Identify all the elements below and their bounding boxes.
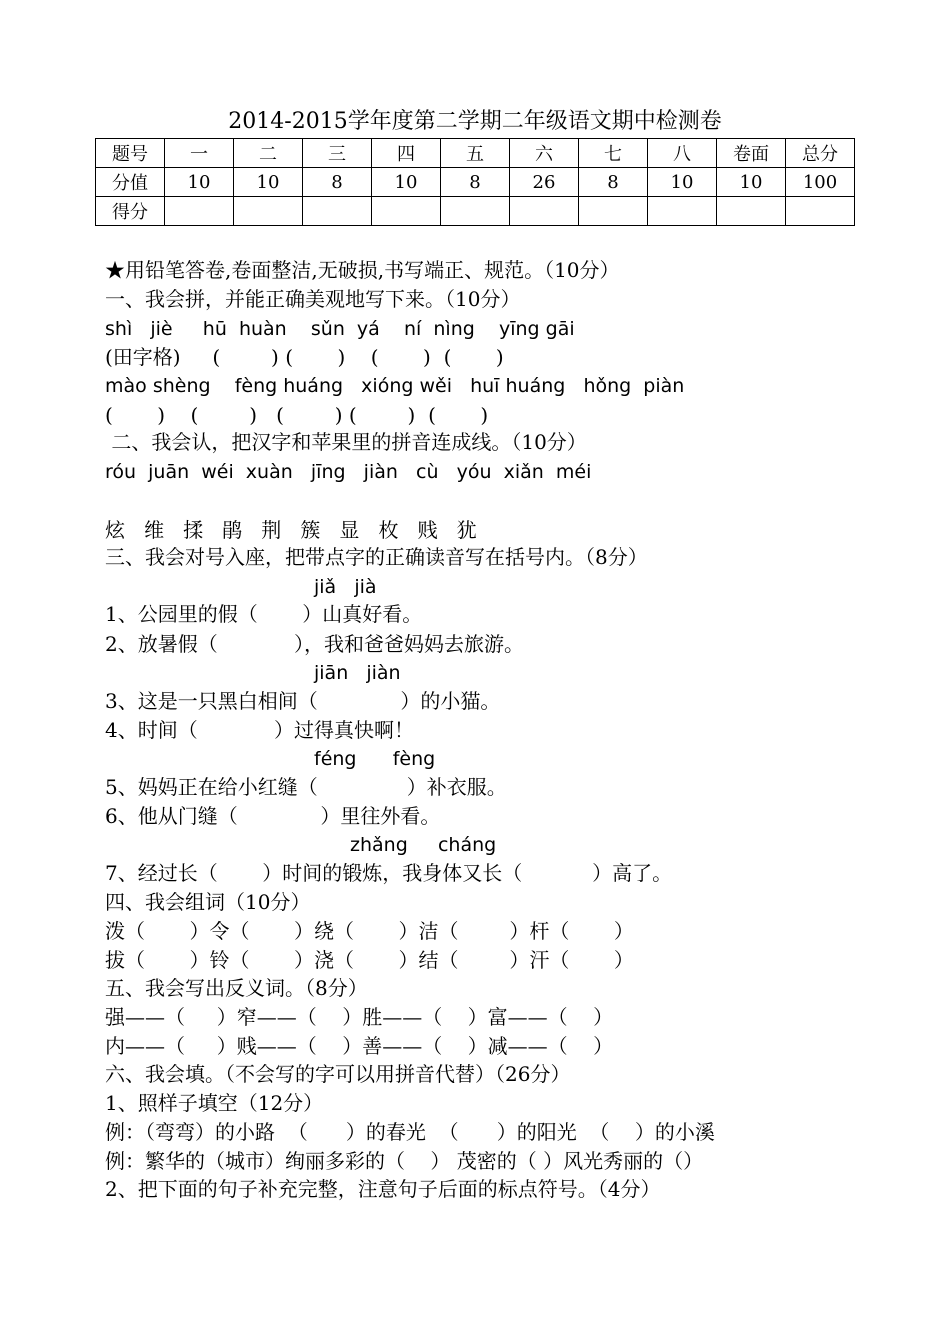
question-line: 3、这是一只黑白相间（ ）的小猫。 — [105, 689, 501, 713]
section-heading: 一、我会拼，并能正确美观地写下来。（10分） — [105, 287, 521, 311]
table-cell: 10 — [717, 168, 786, 197]
section-heading: 三、我会对号入座，把带点字的正确读音写在括号内。（8分） — [105, 545, 648, 569]
score-entry-cell[interactable] — [717, 197, 786, 226]
answer-line[interactable]: 强——（ ）窄——（ ）胜——（ ）富——（ ） — [105, 1005, 614, 1029]
pinyin-hint: féng fèng — [314, 748, 436, 770]
table-cell: 三 — [303, 139, 372, 168]
subsection-heading: 1、照样子填空（12分） — [105, 1091, 324, 1115]
table-cell: 六 — [510, 139, 579, 168]
pinyin-hint: zhǎng cháng — [350, 834, 497, 856]
answer-line[interactable]: 内——（ ）贱——（ ）善——（ ）减——（ ） — [105, 1034, 614, 1058]
table-row — [96, 139, 855, 168]
table-cell: 100 — [786, 168, 855, 197]
answer-line[interactable]: 泼（ ）令（ ）绕（ ）洁（ ）杆（ ） — [105, 919, 634, 943]
table-cell: 卷面 — [717, 139, 786, 168]
table-cell: 二 — [234, 139, 303, 168]
score-entry-cell[interactable] — [234, 197, 303, 226]
section-heading: 四、我会组词（10分） — [105, 890, 311, 914]
table-cell: 四 — [372, 139, 441, 168]
pinyin-line: mào shèng fèng huáng xióng wěi huī huáng hǒng piàn — [105, 375, 685, 397]
table-cell: 10 — [165, 168, 234, 197]
score-entry-cell[interactable] — [510, 197, 579, 226]
pinyin-hint: jiǎ jià — [314, 576, 377, 598]
answer-line[interactable]: 拔（ ）铃（ ）浇（ ）结（ ）汗（ ） — [105, 948, 634, 972]
pinyin-line: róu juān wéi xuàn jīng jiàn cù yóu xiǎn méi — [105, 461, 592, 483]
score-table — [95, 138, 855, 226]
score-entry-cell[interactable] — [372, 197, 441, 226]
table-cell: 8 — [303, 168, 372, 197]
example-line[interactable]: 例：（弯弯）的小路 （ ）的春光 （ ）的阳光 （ ）的小溪 — [105, 1120, 715, 1144]
score-entry-cell[interactable] — [441, 197, 510, 226]
table-cell: 一 — [165, 139, 234, 168]
table-cell: 10 — [234, 168, 303, 197]
score-entry-cell[interactable] — [648, 197, 717, 226]
table-row — [96, 197, 855, 226]
section-heading: 六、我会填。（不会写的字可以用拼音代替）（26分） — [105, 1062, 571, 1086]
subsection-heading: 2、把下面的句子补充完整，注意句子后面的标点符号。（4分） — [105, 1177, 661, 1201]
character-line: 炫 维 揉 鹃 荆 簇 显 枚 贱 犹 — [105, 518, 477, 542]
question-line: 2、放暑假（ ），我和爸爸妈妈去旅游。 — [105, 632, 525, 656]
question-line: 5、妈妈正在给小红缝（ ）补衣服。 — [105, 775, 507, 799]
table-cell: 8 — [579, 168, 648, 197]
table-cell: 分值 — [96, 168, 165, 197]
table-cell: 七 — [579, 139, 648, 168]
section-heading: 二、我会认，把汉字和苹果里的拼音连成线。（10分） — [105, 430, 587, 454]
table-cell: 10 — [372, 168, 441, 197]
answer-line[interactable]: (田字格) ( ) ( ) ( ) ( ) — [105, 345, 504, 369]
table-cell: 题号 — [96, 139, 165, 168]
pinyin-hint: jiān jiàn — [314, 662, 401, 684]
score-entry-cell[interactable] — [579, 197, 648, 226]
question-line: 7、经过长（ ）时间的锻炼，我身体又长（ ）高了。 — [105, 861, 673, 885]
table-cell: 总分 — [786, 139, 855, 168]
instruction-line: ★用铅笔答卷,卷面整洁,无破损,书写端正、规范。（10分） — [105, 258, 620, 282]
table-cell: 五 — [441, 139, 510, 168]
pinyin-line: shì jiè hū huàn sǔn yá ní nìng yīng gāi — [105, 318, 575, 340]
table-cell: 26 — [510, 168, 579, 197]
score-entry-cell[interactable] — [303, 197, 372, 226]
score-entry-cell[interactable] — [165, 197, 234, 226]
table-cell: 得分 — [96, 197, 165, 226]
question-line: 1、公园里的假（ ）山真好看。 — [105, 602, 423, 626]
example-line[interactable]: 例：繁华的（城市）绚丽多彩的（ ） 茂密的（ ）风光秀丽的（） — [105, 1149, 704, 1173]
table-cell: 八 — [648, 139, 717, 168]
score-entry-cell[interactable] — [786, 197, 855, 226]
answer-line[interactable]: ( ) ( ) ( ) ( ) ( ) — [105, 403, 489, 427]
table-cell: 10 — [648, 168, 717, 197]
question-line: 6、他从门缝（ ）里往外看。 — [105, 804, 441, 828]
table-row — [96, 168, 855, 197]
section-heading: 五、我会写出反义词。（8分） — [105, 976, 368, 1000]
page-title: 2014-2015学年度第二学期二年级语文期中检测卷 — [228, 109, 722, 134]
question-line: 4、时间（ ）过得真快啊！ — [105, 718, 415, 742]
table-cell: 8 — [441, 168, 510, 197]
